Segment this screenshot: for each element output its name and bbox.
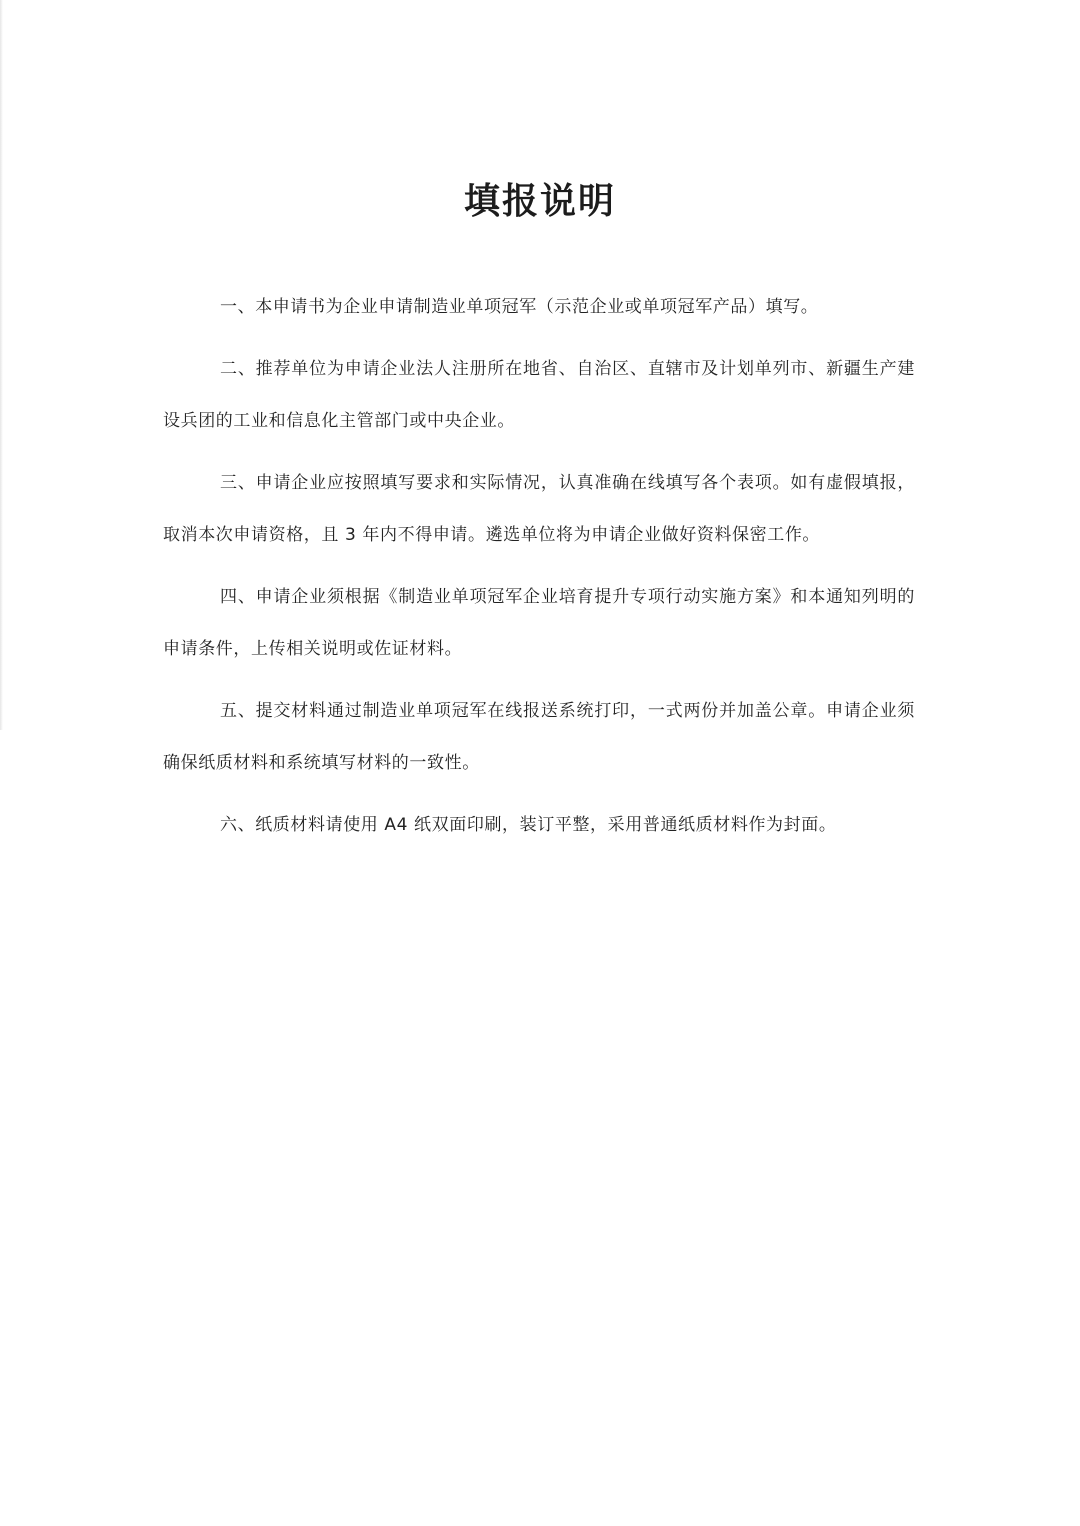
- instruction-item-2: 二、推荐单位为申请企业法人注册所在地省、自治区、直辖市及计划单列市、新疆生产建设兵团的工业和信息化主管部门或中央企业。: [163, 359, 915, 431]
- instruction-item-4: 四、申请企业须根据《制造业单项冠军企业培育提升专项行动实施方案》和本通知列明的申请条件，上传相关说明或佐证材料。: [163, 587, 915, 659]
- instruction-item-1: 一、本申请书为企业申请制造业单项冠军（示范企业或单项冠军产品）填写。: [220, 297, 819, 317]
- instruction-item-5: 五、提交材料通过制造业单项冠军在线报送系统打印，一式两份并加盖公章。申请企业须确保纸质材料和系统填写材料的一致性。: [163, 701, 915, 773]
- instructions-body: [163, 281, 915, 861]
- document-title: 填报说明: [463, 181, 616, 222]
- instruction-item-6: 六、纸质材料请使用 A4 纸双面印刷，装订平整，采用普通纸质材料作为封面。: [220, 815, 837, 835]
- page-edge-shadow: [0, 0, 3, 730]
- instruction-item-3: 三、申请企业应按照填写要求和实际情况，认真准确在线填写各个表项。如有虚假填报，取消本次申请资格，且 3 年内不得申请。遴选单位将为申请企业做好资料保密工作。: [163, 473, 915, 545]
